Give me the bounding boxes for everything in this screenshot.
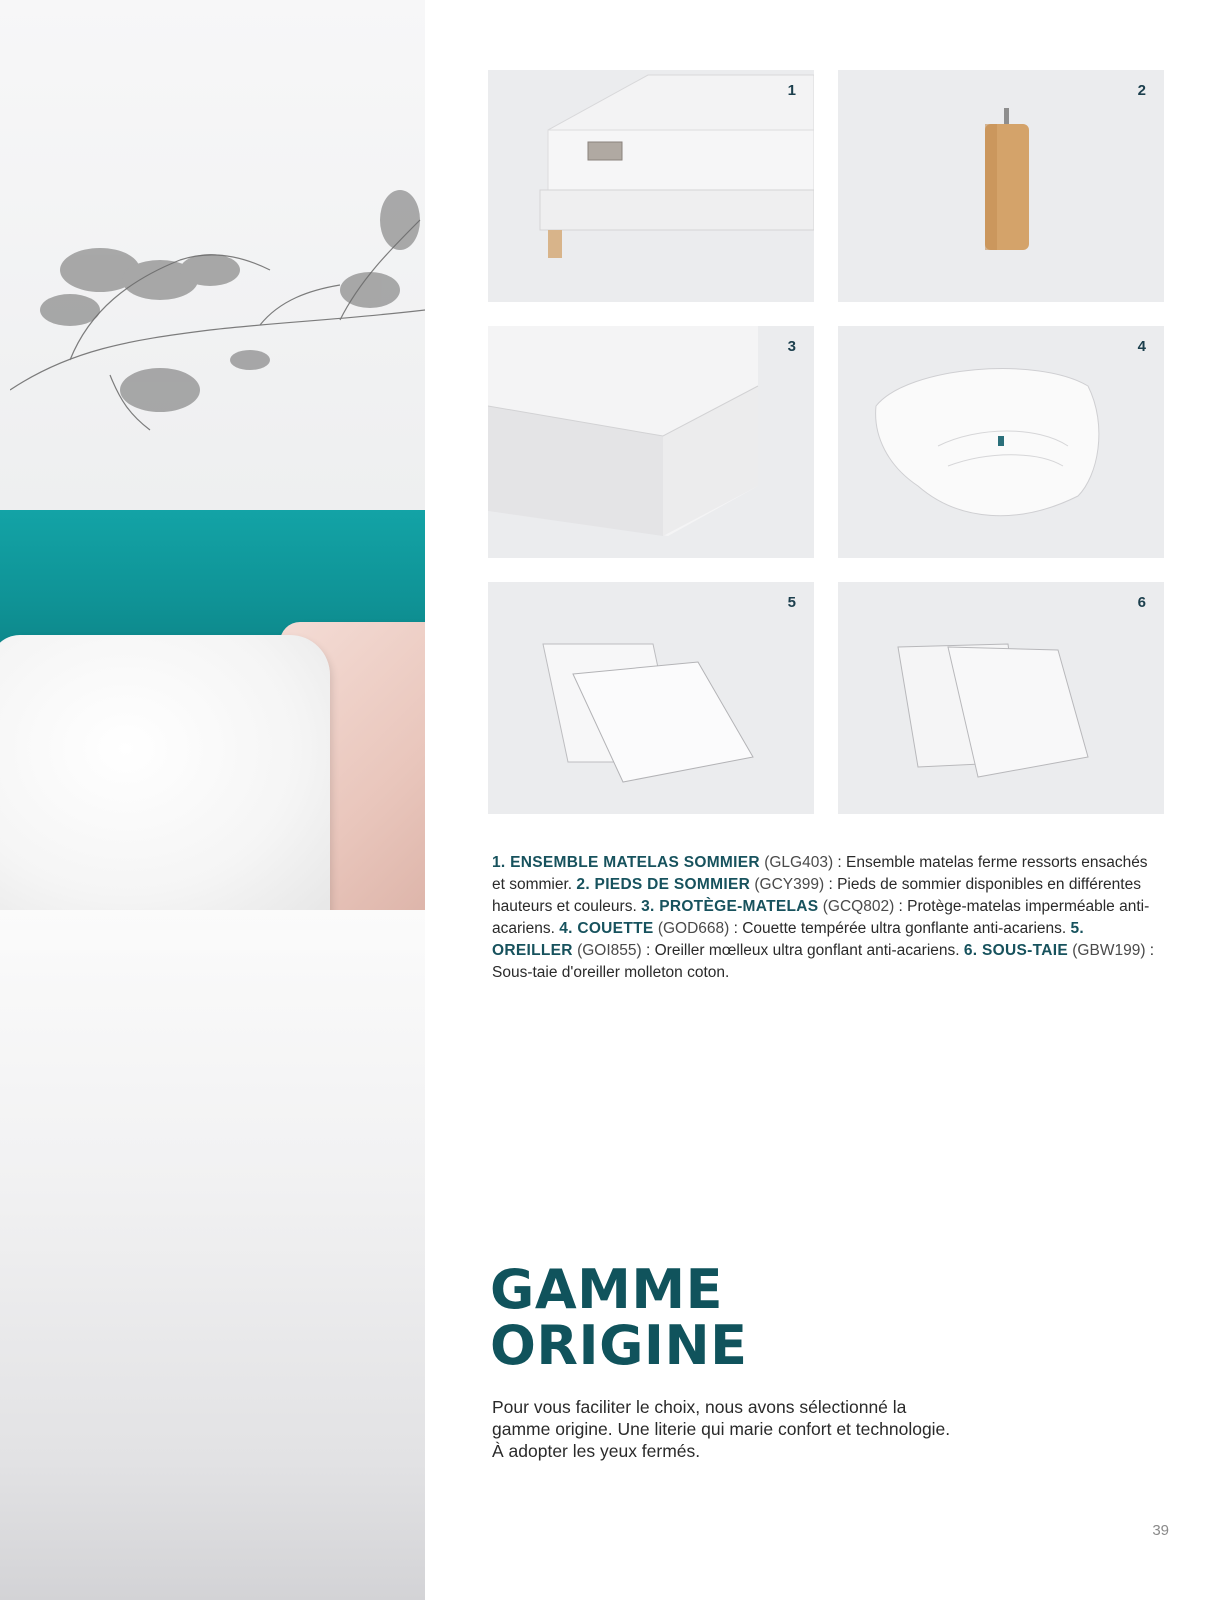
tile-number: 2 <box>1137 82 1146 99</box>
page-title <box>490 1258 748 1377</box>
pillows-icon <box>488 582 814 814</box>
product-code: (GCY399) <box>754 876 825 893</box>
product-tile-5 <box>488 582 814 814</box>
tile-number: 5 <box>787 594 796 611</box>
title-line-1: GAMME <box>490 1258 723 1321</box>
bedroom-photo <box>0 0 425 1600</box>
product-tile-4 <box>838 326 1164 558</box>
branch-drawing <box>10 160 425 460</box>
tile-number: 1 <box>787 82 796 99</box>
tile-number: 4 <box>1137 338 1146 355</box>
product-code: (GLG403) <box>764 854 834 871</box>
mattress-boxspring-icon <box>488 70 814 302</box>
duvet-icon <box>838 326 1164 558</box>
product-description <box>492 852 1162 984</box>
product-tile-6 <box>838 582 1164 814</box>
page-number: 39 <box>1152 1522 1169 1539</box>
product-code: (GCQ802) <box>822 898 895 915</box>
product-text: : Ensemble matelas ferme ressorts ensachés et sommier. <box>492 854 1148 893</box>
wooden-leg-icon <box>838 70 1164 302</box>
title-line-2: ORIGINE <box>490 1314 748 1377</box>
product-name: 6. SOUS-TAIE <box>963 942 1068 959</box>
product-name: 5. OREILLER <box>492 920 1085 959</box>
product-name: 2. PIEDS DE SOMMIER <box>576 876 751 893</box>
product-name: 4. COUETTE <box>559 920 654 937</box>
mattress-protector-icon <box>488 326 814 558</box>
intro-paragraph: Pour vous faciliter le choix, nous avons sélectionné la gamme origine. Une literie qui marie confort et technologie. À adopter les yeux fermés. <box>492 1397 951 1461</box>
tile-number: 3 <box>787 338 796 355</box>
product-tile-2 <box>838 70 1164 302</box>
product-code: (GOI855) <box>577 942 642 959</box>
product-text: : Couette tempérée ultra gonflante anti-acariens. <box>729 920 1071 937</box>
pillowcases-icon <box>838 582 1164 814</box>
product-code: (GBW199) <box>1072 942 1146 959</box>
tile-number: 6 <box>1137 594 1146 611</box>
product-text: : Protège-matelas imperméable anti-acariens. <box>492 898 1150 937</box>
product-text: : Pieds de sommier disponibles en différentes hauteurs et couleurs. <box>492 876 1141 915</box>
product-text: : Oreiller mœlleux ultra gonflant anti-acariens. <box>641 942 964 959</box>
product-tile-3 <box>488 326 814 558</box>
product-tile-1 <box>488 70 814 302</box>
product-code: (GOD668) <box>657 920 730 937</box>
white-pillow <box>0 635 330 920</box>
product-text: : Sous-taie d'oreiller molleton coton. <box>492 942 1155 981</box>
product-name: 1. ENSEMBLE MATELAS SOMMIER <box>492 854 760 871</box>
product-name: 3. PROTÈGE-MATELAS <box>641 898 819 915</box>
bed-sheet <box>0 910 425 1600</box>
